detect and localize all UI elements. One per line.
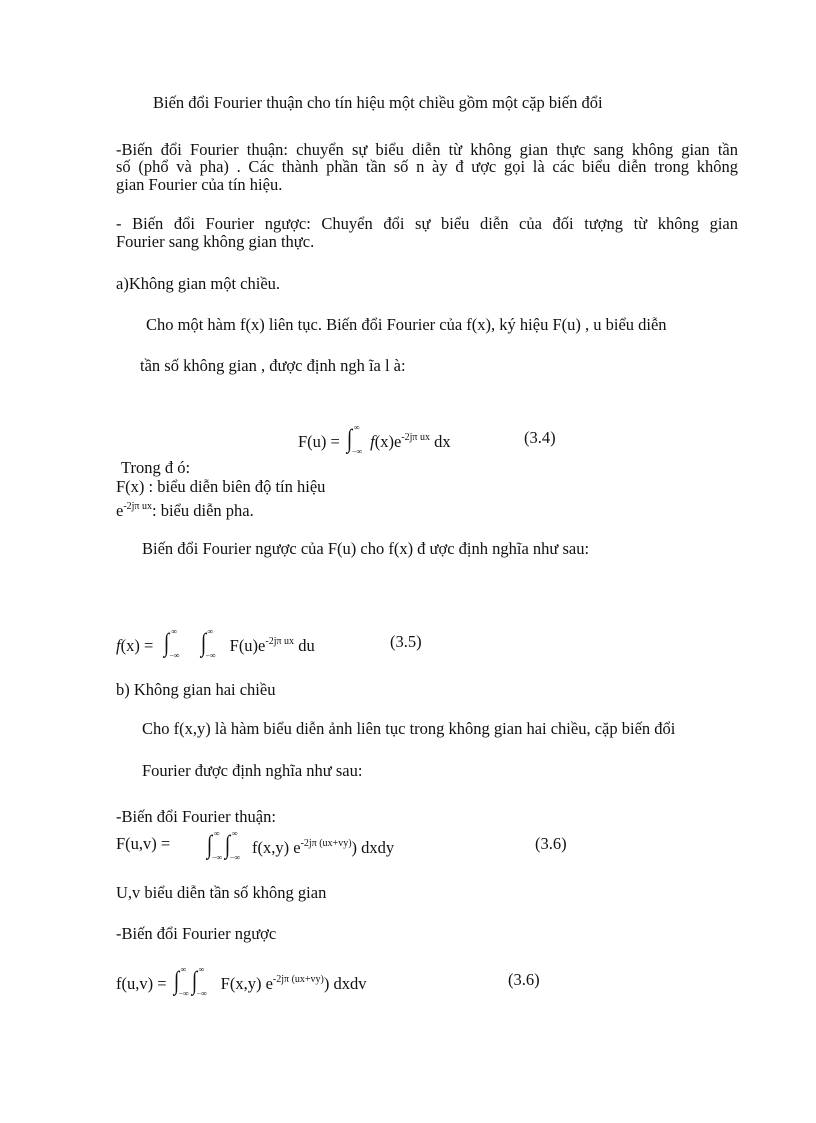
equation-3-6-inverse: f(u,v) = ∫ ∞ −∞ ∫ ∞ −∞ F(x,y) $e^{-2j\pi (ux+vy)}$) dxdv	[116, 965, 367, 998]
eq36a-integrand: f(x,y) e	[252, 838, 301, 857]
eq36b-lhs: f(u,v) =	[116, 974, 167, 993]
equation-number-3-5: (3.5)	[390, 632, 422, 651]
forward-definition-line-2: số (phổ và pha) . Các thành phần tần số n ày đ ược gọi là các biểu diễn trong không	[116, 157, 738, 176]
section-b-heading: b) Không gian hai chiều	[116, 680, 276, 699]
inverse-definition-line-1: - Biến đổi Fourier ngược: Chuyển đổi sự biểu diễn của đối tượng từ không gian	[116, 214, 738, 233]
where-heading: Trong đ ó:	[121, 458, 191, 477]
eq34-exponent: -2jπ ux	[401, 432, 430, 443]
equation-number-3-6-forward: (3.6)	[535, 834, 567, 853]
equation-3-5: f(x) = ∫ ∞ −∞ ∫ ∞ −∞ $F(u)e^{-2j\pi ux}$ du	[116, 627, 315, 660]
forward-definition-line-3: gian Fourier của tín hiệu.	[116, 175, 283, 194]
eq34-f: f	[370, 432, 375, 451]
eq34-lhs: F(u) =	[298, 432, 340, 451]
eq35-differential: du	[298, 636, 315, 655]
section-a-definition-line-1: Cho một hàm f(x) liên tục. Biến đổi Fourier của f(x), ký hiệu F(u) , u biểu diễn	[146, 315, 667, 334]
eq34-integrand: (x)e	[374, 432, 402, 451]
eq35-exponent: -2jπ ux	[265, 636, 295, 647]
section-b-definition-line-2: Fourier được định nghĩa như sau:	[142, 761, 363, 780]
section-a-definition-line-2: tần số không gian , được định ngh ĩa l à:	[140, 356, 406, 375]
eq36b-exponent: -2jπ (ux+vy)	[272, 974, 324, 985]
integral-sign: ∫ ∞ −∞	[206, 829, 223, 862]
forward-transform-label: -Biến đổi Fourier thuận:	[116, 807, 276, 826]
forward-definition-line-1: -Biến đổi Fourier thuận: chuyển sự biểu diễn từ không gian thực sang không gian tần	[116, 140, 738, 159]
uv-note: U,v biểu diễn tần số không gian	[116, 883, 327, 902]
integral-sign: ∫ ∞ −∞	[173, 965, 189, 998]
equation-3-4	[298, 423, 451, 456]
where-line-phase: $e^{-2j\pi ux}$: biểu diễn pha.	[116, 501, 254, 520]
equation-number-3-4: (3.4)	[524, 428, 556, 447]
integral-sign: ∫ ∞ −∞	[200, 627, 216, 660]
integral-sign: ∫ ∞ −∞	[191, 965, 207, 998]
integral-sign: ∫ ∞ −∞	[164, 627, 180, 660]
inverse-definition-line-2: Fourier sang không gian thực.	[116, 232, 315, 251]
where-line-amplitude: F(x) : biểu diễn biên độ tín hiệu	[116, 477, 326, 496]
eq34-differential: dx	[434, 432, 451, 451]
eq35-lhs: (x) =	[120, 636, 154, 655]
eq36a-lhs: F(u,v) =	[116, 834, 171, 853]
equation-number-3-6-inverse: (3.6)	[508, 970, 540, 989]
equation-3-6-forward: ∫ ∞ −∞ ∫ ∞ −∞ f(x,y) $e^{-2j\pi (ux+vy)}$) dxdy	[204, 834, 394, 860]
inverse-intro-text: Biến đổi Fourier ngược của F(u) cho f(x) đ ược định nghĩa như sau:	[142, 539, 590, 558]
eq36b-integrand: F(x,y) e	[220, 974, 273, 993]
eq35-integrand: F(u)e	[229, 636, 266, 655]
section-a-heading: a)Không gian một chiều.	[116, 274, 281, 293]
integral-sign: ∫ ∞ −∞	[346, 423, 363, 456]
intro-text: Biến đổi Fourier thuận cho tín hiệu một chiều gồm một cặp biến đổi	[153, 93, 603, 112]
section-b-definition-line-1: Cho f(x,y) là hàm biểu diễn ảnh liên tục trong không gian hai chiều, cặp biến đổi	[142, 719, 676, 738]
integral-sign: ∫ ∞ −∞	[224, 829, 241, 862]
eq36a-exponent: -2jπ (ux+vy)	[300, 838, 352, 849]
inverse-transform-label: -Biến đổi Fourier ngược	[116, 924, 277, 943]
